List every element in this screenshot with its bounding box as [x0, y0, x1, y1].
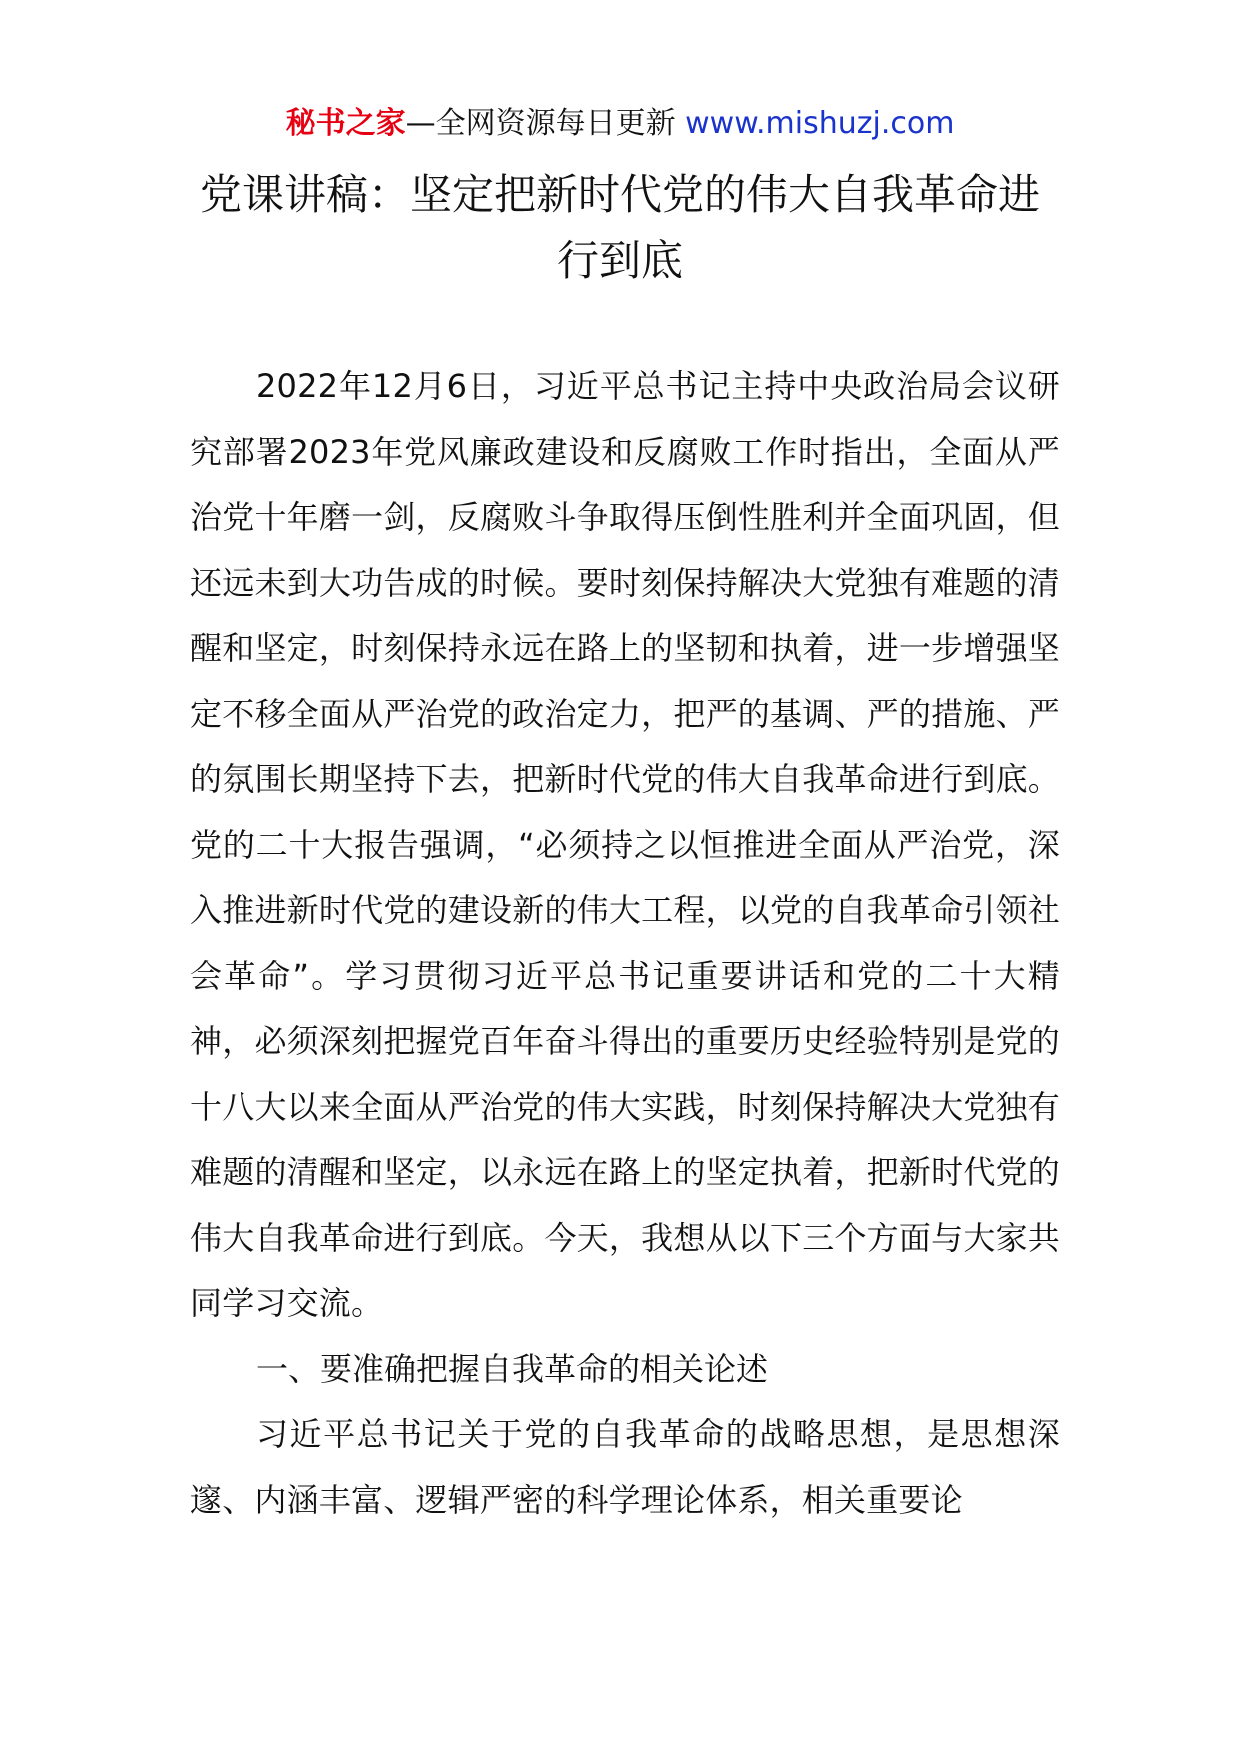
body-paragraph-2: 习近平总书记关于党的自我革命的战略思想，是思想深邃、内涵丰富、逻辑严密的科学理论体系，相关重要论: [190, 1415, 1060, 1519]
document-body: [190, 354, 1060, 1533]
site-url-link[interactable]: www.mishuzj.com: [685, 106, 955, 141]
site-brand: 秘书之家: [285, 106, 406, 141]
body-paragraph-1: 2022年12月6日，习近平总书记主持中央政治局会议研究部署2023年党风廉政建设和反腐败工作时指出，全面从严治党十年磨一剑，反腐败斗争取得压倒性胜利并全面巩固，但还远未到大功告成的时候。要时刻保持解决大党独有难题的清醒和坚定，时刻保持永远在路上的坚韧和执着，进一步增强坚定不移全面从严治党的政治定力，把严的基调、严的措施、严的氛围长期坚持下去，把新时代党的伟大自我革命进行到底。党的二十大报告强调，“必须持之以恒推进全面从严治党，深入推进新时代党的建设新的伟大工程，以党的自我革命引领社会革命”。学习贯彻习近平总书记重要讲话和党的二十大精神，必须深刻把握党百年奋斗得出的重要历史经验特别是党的十八大以来全面从严治党的伟大实践，时刻保持解决大党独有难题的清醒和坚定，以永远在路上的坚定执着，把新时代党的伟大自我革命进行到底。今天，我想从以下三个方面与大家共同学习交流。: [190, 367, 1060, 1322]
site-slogan: —全网资源每日更新: [405, 106, 686, 141]
site-header: [0, 102, 1240, 146]
section-heading-1: 一、要准确把握自我革命的相关论述: [256, 1349, 769, 1388]
document-title: 党课讲稿：坚定把新时代党的伟大自我革命进行到底: [199, 170, 1040, 285]
